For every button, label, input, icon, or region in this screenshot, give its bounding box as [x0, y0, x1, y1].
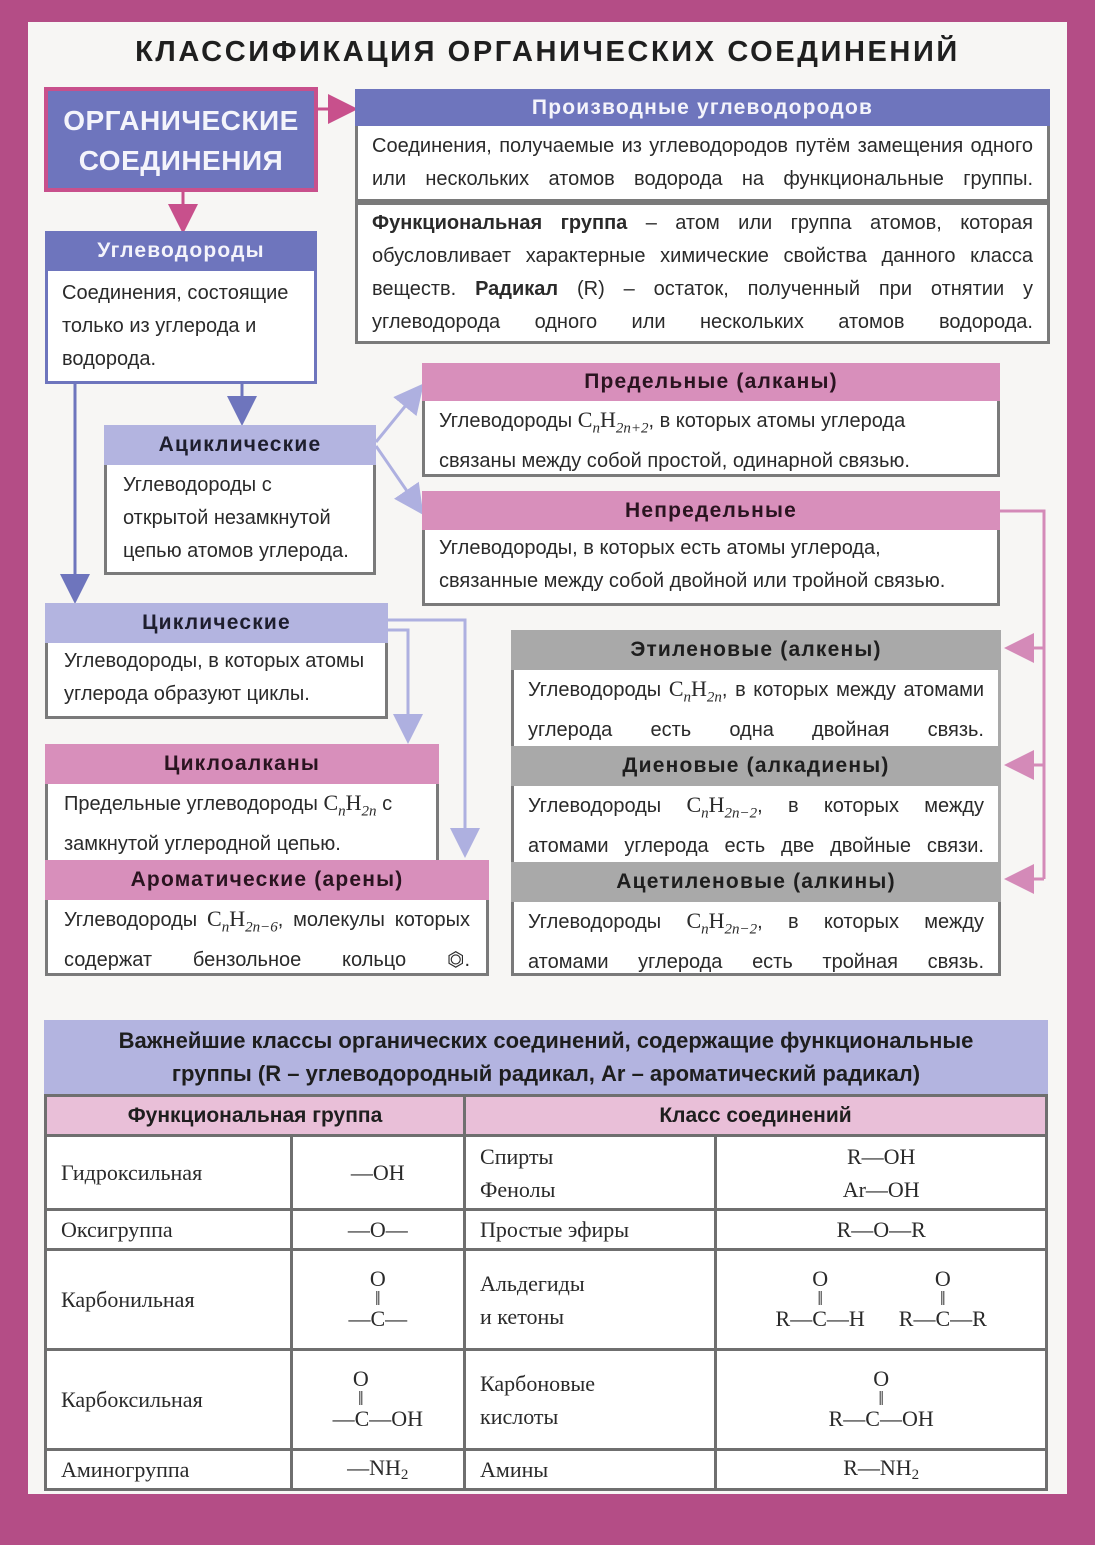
unsaturated-header: Непредельные [422, 491, 1000, 530]
carboxyl-structure [332, 1365, 424, 1431]
group-formula [291, 1350, 464, 1450]
formula-n: n [701, 805, 709, 822]
alkynes-formula [686, 908, 758, 938]
formula-h: H [708, 908, 725, 933]
acyclic-definition: Углеводороды с открытой незамкнутой цепью атомов углерода. [123, 474, 349, 562]
ketone-chain: R—C—R [898, 1305, 987, 1331]
hydrocarbons-text [45, 271, 317, 384]
formula-n: n [701, 921, 709, 938]
class-formula-2: Ar—OH [842, 1176, 920, 1202]
formula-c: C [577, 407, 593, 432]
class-name-2: кислоты [480, 1403, 559, 1429]
group-formula [291, 1450, 464, 1490]
alkadienes-post: , в которых между атомами углерода есть две двойные связи. [528, 795, 984, 858]
group-name: Аминогруппа [46, 1450, 292, 1490]
formula-sub: 2n [361, 803, 377, 820]
aromatic-post: , молекулы которых содержат бензольное кольцо [64, 909, 470, 972]
formula-c: C [323, 790, 339, 815]
col-compound-class: Класс соединений [465, 1096, 1047, 1136]
poster-sheet [28, 22, 1067, 1494]
oxygen-atom: O [369, 1265, 386, 1291]
arrow-cyclic-to-cycloalkanes [388, 630, 408, 738]
class-name-1: Альдегиды [480, 1270, 585, 1296]
pink-branch-line [1000, 511, 1044, 879]
derivatives-definition [355, 126, 1050, 202]
alkenes-pre: Углеводороды [528, 679, 669, 701]
class-name [465, 1250, 716, 1350]
oxygen-atom: O [812, 1265, 829, 1291]
class-name: Амины [465, 1450, 716, 1490]
arrow-acyclic-to-unsaturated [376, 446, 420, 510]
alkynes-header: Ацетиленовые (алкины) [511, 862, 1001, 902]
double-bond: ‖ [817, 1287, 823, 1310]
class-formula [716, 1136, 1047, 1210]
alkenes-formula [668, 676, 722, 706]
group-formula: —OH [291, 1136, 464, 1210]
class-formula [716, 1350, 1047, 1450]
formula-n: n [683, 689, 691, 706]
class-name-1: Карбоновые [480, 1370, 596, 1396]
saturated-header: Предельные (алканы) [422, 363, 1000, 401]
alkenes-header: Этиленовые (алкены) [511, 630, 1001, 670]
class-formula [716, 1450, 1047, 1490]
double-bond: ‖ [878, 1387, 884, 1410]
alkynes-text [511, 902, 1001, 976]
group-formula: —O— [291, 1210, 464, 1250]
aromatic-end: . [464, 949, 470, 972]
table-row [46, 1250, 1047, 1350]
formula-n: n [221, 919, 230, 936]
amine-subscript: 2 [911, 1467, 920, 1483]
hydrocarbons-header: Углеводороды [45, 231, 317, 271]
alkadienes-formula [686, 792, 758, 822]
col-functional-group: Функциональная группа [46, 1096, 465, 1136]
formula-c: C [686, 792, 702, 817]
functional-group-definition [355, 202, 1050, 344]
formula-c: C [668, 676, 684, 701]
double-bond: ‖ [374, 1287, 381, 1310]
radical-term: Радикал [475, 278, 559, 300]
saturated-text [422, 401, 1000, 477]
functional-group-text: – атом или группа атомов, которая обусловливает характерные химические свойства данного класса веществ. [372, 212, 1033, 300]
functional-group-term: Функциональная группа [372, 212, 628, 234]
table-title-line2: группы (R – углеводородный радикал, Ar – ароматический радикал) [171, 1061, 921, 1086]
oxygen-atom: O [873, 1365, 890, 1391]
functional-groups-table [44, 1094, 1048, 1491]
class-formula: R—O—R [716, 1210, 1047, 1250]
table-row [46, 1210, 1047, 1250]
table-row [46, 1450, 1047, 1490]
alkenes-post: , в которых между атомами углерода есть одна двойная связь. [528, 679, 984, 742]
aromatic-formula [207, 906, 278, 936]
organic-line2: СОЕДИНЕНИЯ [78, 145, 284, 176]
formula-h: H [599, 407, 616, 432]
page-title: КЛАССИФИКАЦИЯ ОРГАНИЧЕСКИХ СОЕДИНЕНИЙ [135, 36, 960, 68]
cyclic-header: Циклические [45, 603, 388, 643]
formula-h: H [708, 792, 725, 817]
group-name: Карбонильная [46, 1250, 292, 1350]
class-name-1: Спирты [480, 1143, 554, 1169]
group-name: Гидроксильная [46, 1136, 292, 1210]
formula-h: H [345, 790, 362, 815]
amino-subscript: 2 [400, 1467, 409, 1483]
saturated-formula [577, 407, 649, 437]
functional-groups-table-section [44, 1020, 1048, 1491]
alkadienes-pre: Углеводороды [528, 795, 687, 817]
formula-c: C [686, 908, 702, 933]
oxygen-atom: O [352, 1365, 369, 1391]
double-bond: ‖ [940, 1287, 946, 1310]
class-name [465, 1350, 716, 1450]
radical-text: (R) – остаток, полученный при отнятии у углеводорода одного или нескольких атомов водорода. [372, 278, 1033, 333]
alkadienes-text [511, 786, 1001, 862]
class-name: Простые эфиры [465, 1210, 716, 1250]
alkynes-pre: Углеводороды [528, 911, 687, 933]
class-name-2: и кетоны [480, 1303, 565, 1329]
acyclic-text [104, 465, 376, 575]
group-name: Оксигруппа [46, 1210, 292, 1250]
class-formula-1: R—OH [846, 1143, 916, 1169]
hydrocarbons-definition: Соединения, состоящие только из углерода и водорода. [62, 282, 289, 370]
formula-n: n [592, 420, 600, 437]
saturated-pre: Углеводороды [439, 410, 578, 432]
table-title [44, 1020, 1048, 1094]
carboxyl-chain: —C—OH [332, 1405, 424, 1431]
formula-sub: 2n−2 [724, 921, 758, 938]
ketone-structure [898, 1265, 987, 1331]
carbon-chain: —C— [348, 1305, 408, 1331]
formula-c: C [207, 906, 222, 931]
formula-sub: 2n−6 [245, 919, 278, 936]
alkenes-text [511, 670, 1001, 746]
double-bond: ‖ [357, 1387, 364, 1410]
class-name [465, 1136, 716, 1210]
benzene-ring-icon: ⏣ [446, 949, 465, 972]
formula-h: H [229, 906, 246, 931]
cyclic-definition: Углеводороды, в которых атомы углерода образуют циклы. [64, 650, 365, 705]
cycloalkanes-formula [323, 790, 377, 820]
amine-formula: R—NH [843, 1455, 912, 1480]
cycloalkanes-pre: Предельные углеводороды [64, 793, 324, 815]
aromatic-text [45, 900, 489, 976]
table-row [46, 1350, 1047, 1450]
derivatives-header: Производные углеводородов [355, 89, 1050, 126]
oxygen-atom: O [934, 1265, 951, 1291]
arrow-acyclic-to-saturated [376, 388, 420, 442]
cyclic-text [45, 643, 388, 719]
acid-chain: R—C—OH [828, 1405, 934, 1431]
derivatives-text: Соединения, получаемые из углеводородов путём замещения одного или нескольких атомов водорода на функциональные группы. [372, 135, 1033, 190]
unsaturated-text [422, 530, 1000, 606]
cycloalkanes-text [45, 784, 439, 860]
class-formula [716, 1250, 1047, 1350]
carboxylic-acid-structure [828, 1365, 934, 1431]
alkynes-post: , в которых между атомами углерода есть тройная связь. [528, 911, 984, 974]
group-name: Карбоксильная [46, 1350, 292, 1450]
cycloalkanes-post: с замкнутой углеродной цепью. [64, 793, 393, 856]
class-name-2: Фенолы [480, 1176, 556, 1202]
formula-sub: 2n+2 [615, 420, 649, 437]
carbonyl-structure [348, 1265, 408, 1331]
table-row [46, 1136, 1047, 1210]
organic-compounds-box [44, 87, 318, 192]
acyclic-header: Ациклические [104, 425, 376, 465]
formula-sub: 2n−2 [724, 805, 758, 822]
saturated-post: , в которых атомы углерода связаны между собой простой, одинарной связью. [439, 410, 910, 473]
alkadienes-header: Диеновые (алкадиены) [511, 746, 1001, 786]
aldehyde-structure [775, 1265, 865, 1331]
aldehyde-chain: R—C—H [775, 1305, 865, 1331]
aromatic-header: Ароматические (арены) [45, 860, 489, 900]
formula-sub: 2n [706, 689, 722, 706]
cycloalkanes-header: Циклоалканы [45, 744, 439, 784]
formula-n: n [338, 803, 346, 820]
amino-formula: —NH [347, 1455, 401, 1480]
formula-h: H [691, 676, 707, 701]
table-title-line1: Важнейшие классы органических соединений, содержащие функциональные [118, 1028, 974, 1053]
group-formula [291, 1250, 464, 1350]
aromatic-pre: Углеводороды [64, 909, 208, 931]
unsaturated-definition: Углеводороды, в которых есть атомы углерода, связанные между собой двойной или тройной связью. [439, 537, 946, 592]
organic-line1: ОРГАНИЧЕСКИЕ [63, 105, 299, 136]
table-header-row [46, 1096, 1047, 1136]
